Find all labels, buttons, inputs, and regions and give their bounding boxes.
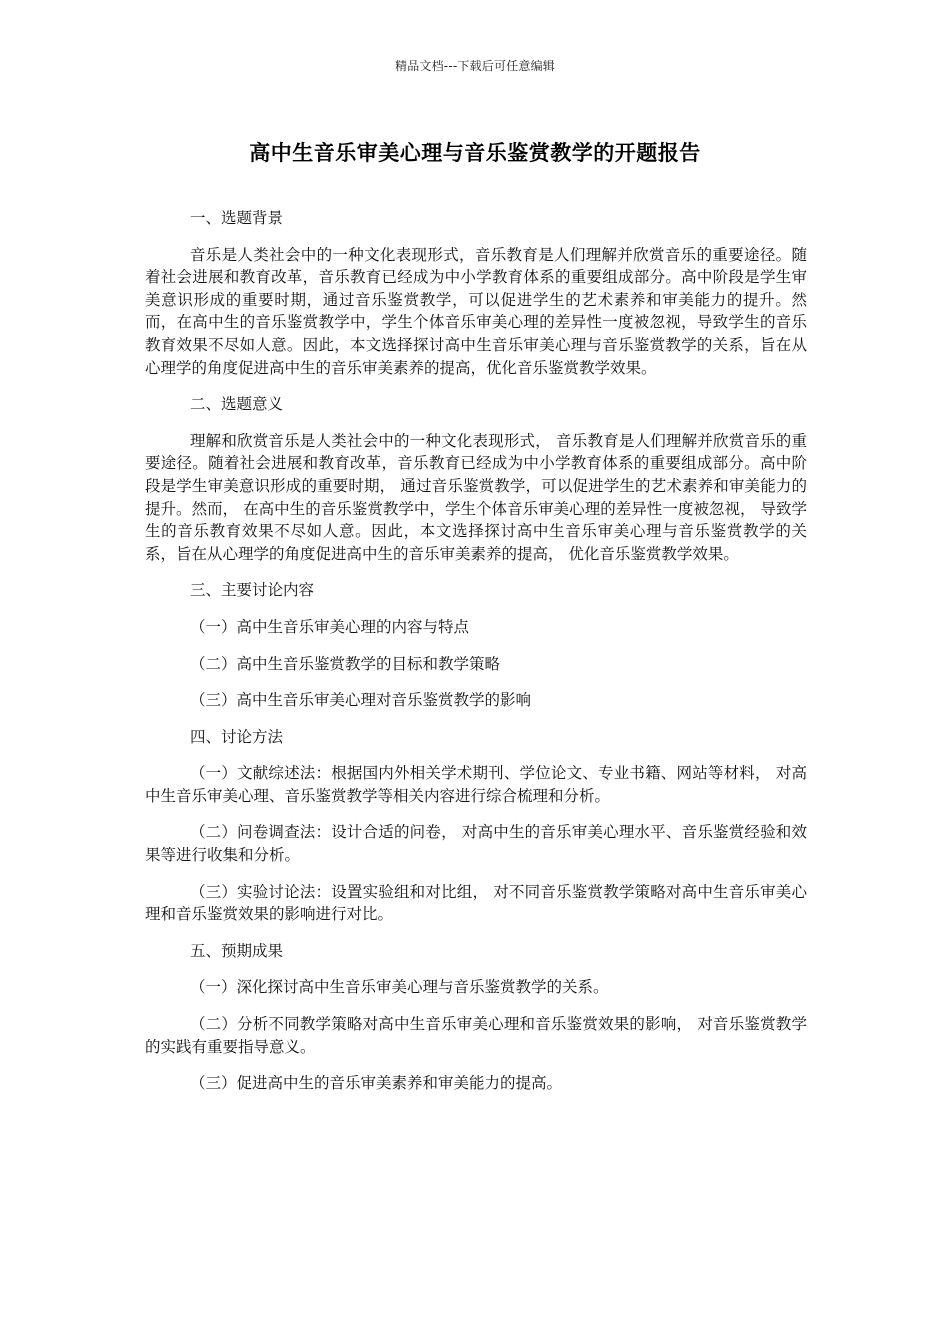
document-body	[145, 207, 807, 1095]
header-note: 精品文档---下载后可任意编辑	[395, 59, 555, 73]
section-heading-background: 一、选题背景	[189, 209, 283, 227]
outcome-item-2: （二）分析不同教学策略对高中生音乐审美心理和音乐鉴赏效果的影响， 对音乐鉴赏教学的实践有重要指导意义。	[145, 1015, 807, 1056]
content-item-1: （一）高中生音乐审美心理的内容与特点	[189, 617, 469, 636]
section-heading-outcomes: 五、预期成果	[189, 941, 283, 960]
paragraph-background: 音乐是人类社会中的一种文化表现形式，音乐教育是人们理解并欣赏音乐的重要途径。随着社会进展和教育改革，音乐教育已经成为中小学教育体系的重要组成部分。高中阶段是学生审美意识形成的重要时期，通过音乐鉴赏教学，可以促进学生的艺术素养和审美能力的提升。然而，在高中生的音乐鉴赏教学中，学生个体音乐审美心理的差异性一度被忽视，导致学生的音乐教育效果不尽如人意。因此，本文选择探讨高中生音乐审美心理与音乐鉴赏教学的关系，旨在从心理学的角度促进高中生的音乐审美素养的提高，优化音乐鉴赏教学效果。	[145, 245, 807, 377]
section-heading-content: 三、主要讨论内容	[189, 581, 314, 600]
paragraph-significance: 理解和欣赏音乐是人类社会中的一种文化表现形式， 音乐教育是人们理解并欣赏音乐的重要途径。随着社会进展和教育改革，音乐教育已经成为中小学教育体系的重要组成部分。高中阶段是学生审美意识形成的重要时期， 通过音乐鉴赏教学，可以促进学生的艺术素养和审美能力的提升。然而， 在高中生的音乐鉴赏教学中，学生个体音乐审美心理的差异性一度被忽视， 导致学生的音乐教育效果不尽如人意。因此，本文选择探讨高中生音乐审美心理与音乐鉴赏教学的关系，旨在从心理学的角度促进高中生的音乐审美素养的提高， 优化音乐鉴赏教学效果。	[145, 431, 807, 563]
method-item-3: （三）实验讨论法：设置实验组和对比组， 对不同音乐鉴赏教学策略对高中生音乐审美心理和音乐鉴赏效果的影响进行对比。	[145, 882, 807, 924]
content-item-3: （三）高中生音乐审美心理对音乐鉴赏教学的影响	[189, 691, 531, 710]
outcome-item-3: （三）促进高中生的音乐审美素养和审美能力的提高。	[189, 1074, 562, 1093]
method-item-1: （一）文献综述法：根据国内外相关学术期刊、学位论文、专业书籍、网站等材料， 对高中生音乐审美心理、音乐鉴赏教学等相关内容进行综合梳理和分析。	[145, 764, 807, 805]
method-item-2: （二）问卷调查法：设计合适的问卷， 对高中生的音乐审美心理水平、音乐鉴赏经验和效果等进行收集和分析。	[145, 823, 807, 865]
section-heading-methods: 四、讨论方法	[189, 727, 283, 746]
outcome-item-1: （一）深化探讨高中生音乐审美心理与音乐鉴赏教学的关系。	[189, 978, 609, 997]
section-heading-significance: 二、选题意义	[189, 395, 283, 414]
document-title: 高中生音乐审美心理与音乐鉴赏教学的开题报告	[249, 141, 701, 165]
content-item-2: （二）高中生音乐鉴赏教学的目标和教学策略	[189, 654, 500, 673]
